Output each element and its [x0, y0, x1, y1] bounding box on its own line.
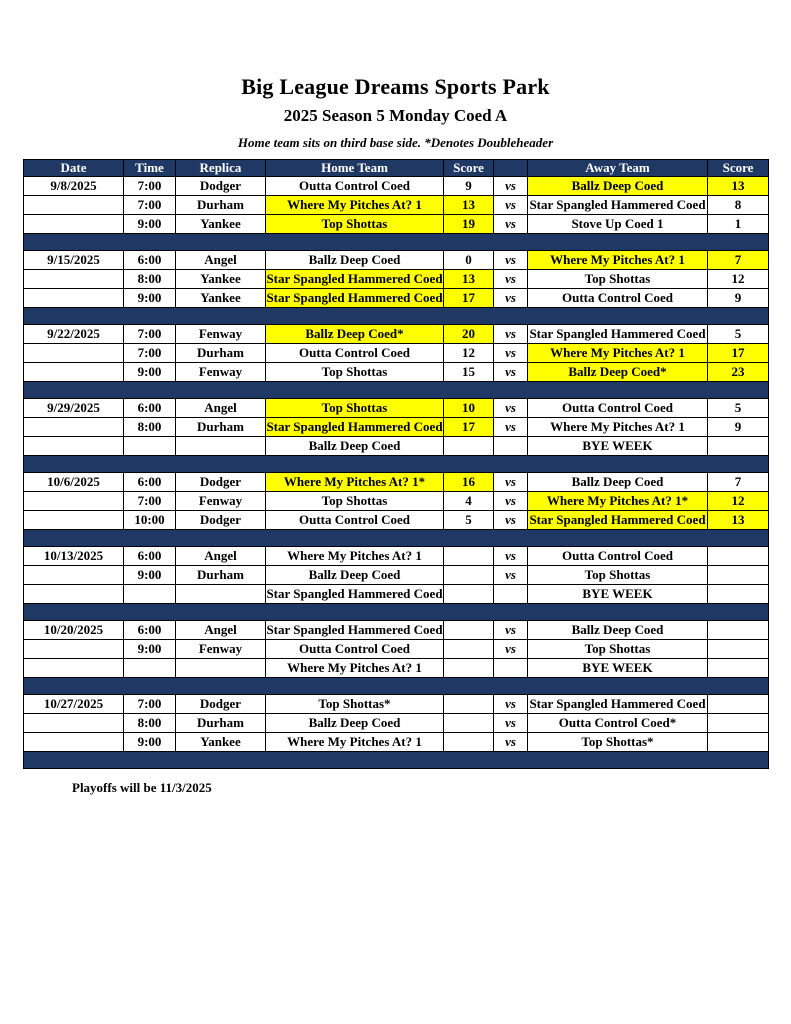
away-score-cell: 7 — [708, 251, 769, 270]
week-separator — [24, 234, 769, 251]
home-team-cell-label: Star Spangled Hammered Coed — [266, 419, 443, 434]
date-cell: 10/6/2025 — [24, 473, 124, 492]
home-team-cell — [266, 566, 444, 585]
home-score-cell: 13 — [444, 196, 494, 215]
home-team-cell-label: Where My Pitches At? 1 — [287, 197, 422, 212]
vs-cell: vs — [494, 473, 528, 492]
week-separator-band — [24, 604, 769, 621]
game-row — [24, 733, 769, 752]
bye-week-cell: BYE WEEK — [528, 585, 708, 604]
playoffs-note: Playoffs will be 11/3/2025 — [72, 780, 212, 795]
vs-cell: vs — [494, 270, 528, 289]
vs-cell: vs — [494, 714, 528, 733]
away-score-cell — [708, 659, 769, 678]
date-cell: 10/27/2025 — [24, 695, 124, 714]
away-team-cell — [528, 511, 708, 530]
bye-row — [24, 585, 769, 604]
home-score-cell: 19 — [444, 215, 494, 234]
game-row — [24, 270, 769, 289]
week-separator-band — [24, 752, 769, 769]
game-row — [24, 566, 769, 585]
home-team-cell-label: Top Shottas* — [318, 696, 391, 711]
date-cell: 10/20/2025 — [24, 621, 124, 640]
game-row — [24, 399, 769, 418]
date-cell: 9/22/2025 — [24, 325, 124, 344]
home-team-cell-label: Ballz Deep Coed — [308, 252, 401, 267]
home-team-cell — [266, 492, 444, 511]
home-team-cell-label: Ballz Deep Coed — [308, 567, 401, 582]
replica-cell: Yankee — [176, 215, 266, 234]
replica-cell: Fenway — [176, 363, 266, 382]
away-team-cell-label: Where My Pitches At? 1 — [550, 419, 685, 434]
date-cell — [24, 270, 124, 289]
replica-cell: Angel — [176, 399, 266, 418]
vs-cell: vs — [494, 566, 528, 585]
vs-cell: vs — [494, 325, 528, 344]
date-cell — [24, 659, 124, 678]
bye-team-cell: Ballz Deep Coed — [266, 437, 444, 456]
away-team-cell-label: Star Spangled Hammered Coed — [529, 696, 706, 711]
home-score-cell — [444, 437, 494, 456]
away-team-cell-label: Top Shottas — [584, 641, 651, 656]
game-row — [24, 418, 769, 437]
column-header-home-team: Home Team — [266, 160, 444, 177]
week-separator — [24, 382, 769, 399]
away-team-cell-label: Stove Up Coed 1 — [571, 216, 664, 231]
time-cell — [124, 437, 176, 456]
away-team-cell — [528, 566, 708, 585]
vs-cell: vs — [494, 289, 528, 308]
away-team-cell-label: Outta Control Coed — [562, 548, 673, 563]
away-team-cell — [528, 640, 708, 659]
home-score-cell: 4 — [444, 492, 494, 511]
away-team-cell-label: Top Shottas — [584, 271, 651, 286]
date-cell — [24, 566, 124, 585]
away-team-cell — [528, 215, 708, 234]
away-score-cell — [708, 585, 769, 604]
home-score-cell: 12 — [444, 344, 494, 363]
replica-cell — [176, 659, 266, 678]
home-team-cell-label: Top Shottas — [321, 493, 388, 508]
away-team-cell — [528, 270, 708, 289]
away-score-cell — [708, 640, 769, 659]
away-team-cell-label: Star Spangled Hammered Coed — [529, 326, 706, 341]
away-team-cell-label: Ballz Deep Coed — [571, 178, 664, 193]
game-row — [24, 196, 769, 215]
week-separator-band — [24, 382, 769, 399]
replica-cell: Angel — [176, 621, 266, 640]
schedule-table — [23, 159, 769, 769]
replica-cell — [176, 437, 266, 456]
replica-cell: Fenway — [176, 492, 266, 511]
date-cell — [24, 437, 124, 456]
date-cell — [24, 215, 124, 234]
away-team-cell-label: Star Spangled Hammered Coed — [529, 512, 706, 527]
home-team-cell — [266, 270, 444, 289]
week-separator — [24, 308, 769, 325]
home-team-cell-label: Ballz Deep Coed — [308, 715, 401, 730]
home-team-cell — [266, 733, 444, 752]
vs-cell: vs — [494, 733, 528, 752]
date-cell — [24, 196, 124, 215]
home-team-cell — [266, 695, 444, 714]
game-row — [24, 714, 769, 733]
time-cell — [124, 585, 176, 604]
home-team-cell-label: Where My Pitches At? 1* — [283, 474, 426, 489]
replica-cell: Dodger — [176, 695, 266, 714]
away-score-cell — [708, 437, 769, 456]
header-row — [24, 160, 769, 177]
replica-cell: Yankee — [176, 289, 266, 308]
home-score-cell — [444, 695, 494, 714]
game-row — [24, 640, 769, 659]
time-cell: 7:00 — [124, 196, 176, 215]
date-cell — [24, 363, 124, 382]
time-cell: 6:00 — [124, 399, 176, 418]
time-cell: 9:00 — [124, 640, 176, 659]
date-cell — [24, 585, 124, 604]
time-cell: 7:00 — [124, 492, 176, 511]
home-team-cell — [266, 714, 444, 733]
away-team-cell — [528, 418, 708, 437]
home-team-cell — [266, 363, 444, 382]
time-cell: 8:00 — [124, 714, 176, 733]
home-team-cell-label: Outta Control Coed — [299, 512, 410, 527]
column-header-vs — [494, 160, 528, 177]
home-team-cell — [266, 621, 444, 640]
home-team-cell-label: Star Spangled Hammered Coed — [266, 271, 443, 286]
home-team-cell — [266, 251, 444, 270]
week-separator-band — [24, 678, 769, 695]
away-score-cell: 13 — [708, 177, 769, 196]
time-cell: 9:00 — [124, 733, 176, 752]
vs-cell: vs — [494, 511, 528, 530]
home-team-cell-label: Top Shottas — [321, 216, 388, 231]
away-score-cell: 13 — [708, 511, 769, 530]
bye-week-cell: BYE WEEK — [528, 659, 708, 678]
home-team-note: Home team sits on third base side. *Denotes Doubleheader — [237, 135, 554, 150]
game-row — [24, 547, 769, 566]
home-team-cell-label: Outta Control Coed — [299, 345, 410, 360]
week-separator — [24, 530, 769, 547]
game-row — [24, 511, 769, 530]
replica-cell: Yankee — [176, 733, 266, 752]
home-team-cell — [266, 547, 444, 566]
date-cell — [24, 640, 124, 659]
away-team-cell — [528, 399, 708, 418]
replica-cell: Durham — [176, 566, 266, 585]
home-team-cell — [266, 196, 444, 215]
home-score-cell: 10 — [444, 399, 494, 418]
away-score-cell — [708, 566, 769, 585]
away-team-cell — [528, 695, 708, 714]
time-cell: 7:00 — [124, 177, 176, 196]
away-team-cell — [528, 196, 708, 215]
replica-cell: Durham — [176, 418, 266, 437]
time-cell: 9:00 — [124, 289, 176, 308]
vs-cell: vs — [494, 399, 528, 418]
away-team-cell — [528, 177, 708, 196]
bye-week-cell: BYE WEEK — [528, 437, 708, 456]
game-row — [24, 177, 769, 196]
replica-cell: Durham — [176, 344, 266, 363]
bye-row — [24, 437, 769, 456]
game-row — [24, 325, 769, 344]
date-cell — [24, 733, 124, 752]
vs-cell: vs — [494, 196, 528, 215]
away-team-cell-label: Top Shottas — [584, 567, 651, 582]
replica-cell: Angel — [176, 251, 266, 270]
home-score-cell: 0 — [444, 251, 494, 270]
home-team-cell — [266, 511, 444, 530]
table-body — [24, 177, 769, 769]
home-team-cell-label: Where My Pitches At? 1 — [287, 734, 422, 749]
home-score-cell: 16 — [444, 473, 494, 492]
replica-cell: Dodger — [176, 177, 266, 196]
vs-cell — [494, 585, 528, 604]
home-score-cell: 15 — [444, 363, 494, 382]
date-cell — [24, 714, 124, 733]
vs-cell: vs — [494, 251, 528, 270]
bye-row — [24, 659, 769, 678]
home-team-cell — [266, 399, 444, 418]
vs-cell: vs — [494, 492, 528, 511]
page-subtitle: 2025 Season 5 Monday Coed A — [283, 106, 508, 125]
home-score-cell: 9 — [444, 177, 494, 196]
away-score-cell: 9 — [708, 418, 769, 437]
week-separator-band — [24, 308, 769, 325]
away-team-cell — [528, 473, 708, 492]
vs-cell: vs — [494, 695, 528, 714]
date-cell — [24, 344, 124, 363]
week-separator — [24, 678, 769, 695]
replica-cell: Durham — [176, 714, 266, 733]
home-team-cell-label: Star Spangled Hammered Coed — [266, 290, 443, 305]
time-cell: 8:00 — [124, 270, 176, 289]
week-separator-band — [24, 456, 769, 473]
home-score-cell — [444, 621, 494, 640]
away-team-cell-label: Where My Pitches At? 1 — [550, 252, 685, 267]
week-separator — [24, 604, 769, 621]
away-team-cell — [528, 363, 708, 382]
away-team-cell-label: Outta Control Coed — [562, 400, 673, 415]
game-row — [24, 344, 769, 363]
away-score-cell: 12 — [708, 492, 769, 511]
away-score-cell — [708, 547, 769, 566]
home-score-cell — [444, 714, 494, 733]
away-score-cell: 5 — [708, 325, 769, 344]
home-team-cell — [266, 640, 444, 659]
home-score-cell — [444, 640, 494, 659]
vs-cell: vs — [494, 363, 528, 382]
away-score-cell: 1 — [708, 215, 769, 234]
game-row — [24, 621, 769, 640]
game-row — [24, 289, 769, 308]
vs-cell: vs — [494, 547, 528, 566]
away-team-cell — [528, 251, 708, 270]
week-separator-band — [24, 234, 769, 251]
home-score-cell — [444, 659, 494, 678]
home-score-cell: 17 — [444, 418, 494, 437]
away-team-cell-label: Ballz Deep Coed — [571, 474, 664, 489]
away-team-cell — [528, 733, 708, 752]
time-cell: 9:00 — [124, 215, 176, 234]
column-header-time: Time — [124, 160, 176, 177]
time-cell: 8:00 — [124, 418, 176, 437]
away-team-cell-label: Outta Control Coed* — [558, 715, 677, 730]
time-cell — [124, 659, 176, 678]
column-header-away-team: Away Team — [528, 160, 708, 177]
column-header-replica: Replica — [176, 160, 266, 177]
away-score-cell — [708, 733, 769, 752]
vs-cell: vs — [494, 418, 528, 437]
away-score-cell: 8 — [708, 196, 769, 215]
replica-cell — [176, 585, 266, 604]
away-team-cell-label: Star Spangled Hammered Coed — [529, 197, 706, 212]
away-team-cell — [528, 325, 708, 344]
time-cell: 6:00 — [124, 473, 176, 492]
date-cell: 9/15/2025 — [24, 251, 124, 270]
replica-cell: Durham — [176, 196, 266, 215]
time-cell: 6:00 — [124, 251, 176, 270]
table-header — [24, 160, 769, 177]
vs-cell: vs — [494, 344, 528, 363]
time-cell: 10:00 — [124, 511, 176, 530]
away-score-cell: 7 — [708, 473, 769, 492]
home-team-cell — [266, 215, 444, 234]
away-score-cell — [708, 714, 769, 733]
away-score-cell: 9 — [708, 289, 769, 308]
date-cell: 9/8/2025 — [24, 177, 124, 196]
home-score-cell: 13 — [444, 270, 494, 289]
column-header-score: Score — [444, 160, 494, 177]
vs-cell: vs — [494, 215, 528, 234]
game-row — [24, 251, 769, 270]
home-team-cell — [266, 473, 444, 492]
game-row — [24, 492, 769, 511]
away-team-cell — [528, 714, 708, 733]
away-team-cell — [528, 621, 708, 640]
game-row — [24, 363, 769, 382]
time-cell: 9:00 — [124, 566, 176, 585]
home-team-cell-label: Top Shottas — [321, 364, 388, 379]
home-team-cell-label: Top Shottas — [321, 400, 388, 415]
game-row — [24, 695, 769, 714]
date-cell — [24, 418, 124, 437]
home-team-cell-label: Outta Control Coed — [299, 178, 410, 193]
home-team-cell — [266, 344, 444, 363]
away-team-cell — [528, 547, 708, 566]
home-score-cell: 20 — [444, 325, 494, 344]
replica-cell: Fenway — [176, 325, 266, 344]
home-team-cell-label: Outta Control Coed — [299, 641, 410, 656]
date-cell — [24, 511, 124, 530]
vs-cell: vs — [494, 177, 528, 196]
replica-cell: Dodger — [176, 511, 266, 530]
time-cell: 6:00 — [124, 621, 176, 640]
week-separator-band — [24, 530, 769, 547]
away-team-cell — [528, 492, 708, 511]
vs-cell: vs — [494, 640, 528, 659]
home-score-cell — [444, 585, 494, 604]
away-score-cell: 23 — [708, 363, 769, 382]
away-score-cell: 17 — [708, 344, 769, 363]
page-title: Big League Dreams Sports Park — [241, 74, 550, 99]
column-header-date: Date — [24, 160, 124, 177]
replica-cell: Dodger — [176, 473, 266, 492]
time-cell: 6:00 — [124, 547, 176, 566]
time-cell: 9:00 — [124, 363, 176, 382]
away-team-cell-label: Outta Control Coed — [562, 290, 673, 305]
away-team-cell — [528, 289, 708, 308]
home-team-cell — [266, 418, 444, 437]
home-score-cell — [444, 733, 494, 752]
bye-team-cell: Star Spangled Hammered Coed — [266, 585, 444, 604]
away-team-cell-label: Where My Pitches At? 1 — [550, 345, 685, 360]
vs-cell — [494, 437, 528, 456]
column-header-score: Score — [708, 160, 769, 177]
away-score-cell — [708, 695, 769, 714]
away-score-cell: 5 — [708, 399, 769, 418]
time-cell: 7:00 — [124, 695, 176, 714]
home-team-cell-label: Ballz Deep Coed* — [305, 326, 404, 341]
away-team-cell-label: Ballz Deep Coed* — [568, 364, 667, 379]
home-score-cell — [444, 547, 494, 566]
away-score-cell: 12 — [708, 270, 769, 289]
replica-cell: Angel — [176, 547, 266, 566]
home-team-cell — [266, 289, 444, 308]
home-team-cell — [266, 177, 444, 196]
home-score-cell: 17 — [444, 289, 494, 308]
week-separator — [24, 456, 769, 473]
time-cell: 7:00 — [124, 344, 176, 363]
home-score-cell — [444, 566, 494, 585]
replica-cell: Yankee — [176, 270, 266, 289]
vs-cell — [494, 659, 528, 678]
date-cell — [24, 492, 124, 511]
vs-cell: vs — [494, 621, 528, 640]
home-team-cell-label: Star Spangled Hammered Coed — [266, 622, 443, 637]
date-cell: 9/29/2025 — [24, 399, 124, 418]
date-cell — [24, 289, 124, 308]
game-row — [24, 215, 769, 234]
away-team-cell — [528, 344, 708, 363]
away-team-cell-label: Top Shottas* — [581, 734, 654, 749]
home-team-cell — [266, 325, 444, 344]
home-team-cell-label: Where My Pitches At? 1 — [287, 548, 422, 563]
away-score-cell — [708, 621, 769, 640]
bye-team-cell: Where My Pitches At? 1 — [266, 659, 444, 678]
away-team-cell-label: Ballz Deep Coed — [571, 622, 664, 637]
time-cell: 7:00 — [124, 325, 176, 344]
replica-cell: Fenway — [176, 640, 266, 659]
game-row — [24, 473, 769, 492]
week-separator — [24, 752, 769, 769]
date-cell: 10/13/2025 — [24, 547, 124, 566]
home-score-cell: 5 — [444, 511, 494, 530]
away-team-cell-label: Where My Pitches At? 1* — [546, 493, 689, 508]
